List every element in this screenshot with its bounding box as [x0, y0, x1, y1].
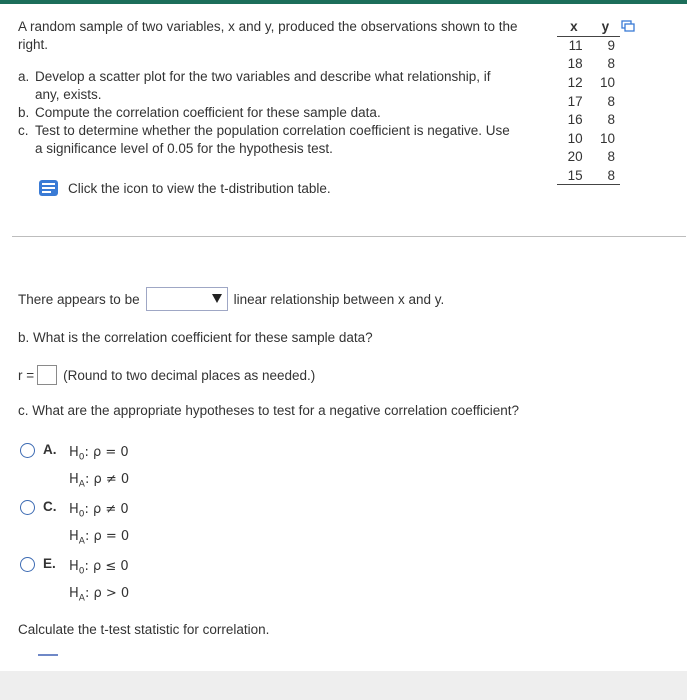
choice-letter: E.	[43, 556, 56, 571]
cell-y: 9	[607, 38, 615, 54]
choice-hypotheses	[69, 442, 129, 495]
cell-y: 8	[607, 112, 615, 128]
table-row	[557, 129, 620, 148]
table-header-row	[557, 18, 620, 36]
h0-relation: : ρ ≠ 0	[84, 502, 129, 517]
h0-subscript: 0	[78, 509, 85, 520]
alternative-hypothesis	[69, 469, 129, 496]
null-hypothesis	[69, 499, 129, 526]
cell-y: 8	[607, 149, 615, 165]
bottom-line	[557, 185, 620, 186]
r-label: r =	[18, 367, 35, 383]
h0-subscript: 0	[78, 566, 85, 577]
table-row	[557, 166, 620, 185]
cell-y: 10	[599, 130, 615, 146]
part-b	[18, 104, 518, 122]
null-hypothesis	[69, 556, 129, 583]
relationship-sentence	[18, 287, 444, 311]
cell-x: 10	[567, 130, 583, 146]
part-text: Test to determine whether the population correlation coefficient is negative. Use a significance level of 0.05 for the hypothesis test.	[35, 123, 510, 156]
cell-x: 20	[567, 149, 583, 165]
footer-bar	[0, 671, 687, 700]
cell-y: 10	[599, 74, 615, 90]
ha-relation: : ρ = 0	[84, 528, 130, 544]
t-distribution-link-text[interactable]: Click the icon to view the t-distribution table.	[68, 180, 331, 196]
cell-y: 8	[607, 167, 615, 183]
cell-x: 15	[567, 167, 583, 183]
choice-a[interactable]	[20, 442, 129, 495]
choice-hypotheses	[69, 499, 129, 552]
problem-parts	[18, 68, 518, 158]
h0-subscript: 0	[78, 452, 85, 463]
h-symbol: H	[69, 528, 79, 544]
hypotheses-question: c. What are the appropriate hypotheses to test for a negative correlation coefficient?	[18, 403, 520, 418]
relationship-dropdown[interactable]	[146, 287, 228, 311]
problem-intro: A random sample of two variables, x and y, produced the observations shown to the right.	[18, 19, 518, 52]
r-input[interactable]	[37, 365, 57, 385]
relationship-prefix: There appears to be	[18, 291, 140, 307]
section-divider	[12, 236, 686, 237]
h-symbol: H	[69, 559, 79, 574]
radio-button[interactable]	[20, 557, 35, 572]
header-x: x	[557, 18, 591, 36]
choice-hypotheses	[69, 556, 129, 609]
cell-x: 17	[567, 93, 583, 109]
table-row	[557, 73, 620, 92]
t-distribution-link[interactable]	[38, 178, 331, 198]
part-c	[18, 122, 518, 158]
part-letter: c.	[18, 123, 29, 138]
cell-y: 8	[607, 93, 615, 109]
round-note: (Round to two decimal places as needed.)	[63, 367, 316, 383]
cell-y: 8	[607, 56, 615, 72]
alternative-hypothesis	[69, 526, 129, 553]
choice-c[interactable]	[20, 499, 129, 552]
h-symbol: H	[69, 585, 79, 601]
choice-letter: A.	[43, 442, 57, 457]
ha-relation: : ρ > 0	[84, 585, 130, 601]
problem-statement	[18, 18, 518, 158]
ha-subscript: A	[78, 479, 85, 490]
table-row	[557, 36, 620, 55]
cell-x: 16	[567, 112, 583, 128]
ha-subscript: A	[78, 593, 85, 604]
copy-icon[interactable]	[621, 20, 635, 32]
table-row	[557, 110, 620, 129]
correlation-question: b. What is the correlation coefficient for these sample data?	[18, 330, 373, 345]
ha-relation: : ρ ≠ 0	[84, 471, 130, 487]
observations-table	[557, 18, 620, 186]
cell-x: 12	[567, 74, 583, 90]
t-statistic-input[interactable]	[38, 654, 58, 656]
choice-e[interactable]	[20, 556, 129, 609]
h-symbol: H	[69, 502, 79, 517]
part-letter: a.	[18, 69, 30, 84]
table-bottom-rule	[557, 185, 620, 186]
ha-subscript: A	[78, 536, 85, 547]
h0-relation: : ρ ≤ 0	[84, 559, 129, 574]
h0-relation: : ρ = 0	[84, 445, 129, 460]
top-accent-bar	[0, 0, 687, 4]
table-row	[557, 92, 620, 111]
t-statistic-prompt: Calculate the t-test statistic for correlation.	[18, 622, 270, 637]
part-text: Compute the correlation coefficient for these sample data.	[35, 105, 381, 120]
part-a	[18, 68, 518, 104]
alternative-hypothesis	[69, 583, 129, 610]
cell-x: 11	[568, 38, 583, 54]
part-letter: b.	[18, 105, 30, 120]
part-text: Develop a scatter plot for the two variables and describe what relationship, if any, exists.	[35, 69, 491, 102]
table-row	[557, 55, 620, 74]
h-symbol: H	[69, 471, 79, 487]
null-hypothesis	[69, 442, 129, 469]
h-symbol: H	[69, 445, 79, 460]
r-answer-row	[18, 365, 315, 385]
table-icon[interactable]	[38, 178, 60, 198]
radio-button[interactable]	[20, 500, 35, 515]
triangle-down-icon	[212, 294, 222, 303]
header-y: y	[591, 18, 620, 36]
cell-x: 18	[567, 56, 583, 72]
choice-letter: C.	[43, 499, 57, 514]
table-row	[557, 148, 620, 167]
radio-button[interactable]	[20, 443, 35, 458]
relationship-suffix: linear relationship between x and y.	[233, 291, 445, 307]
